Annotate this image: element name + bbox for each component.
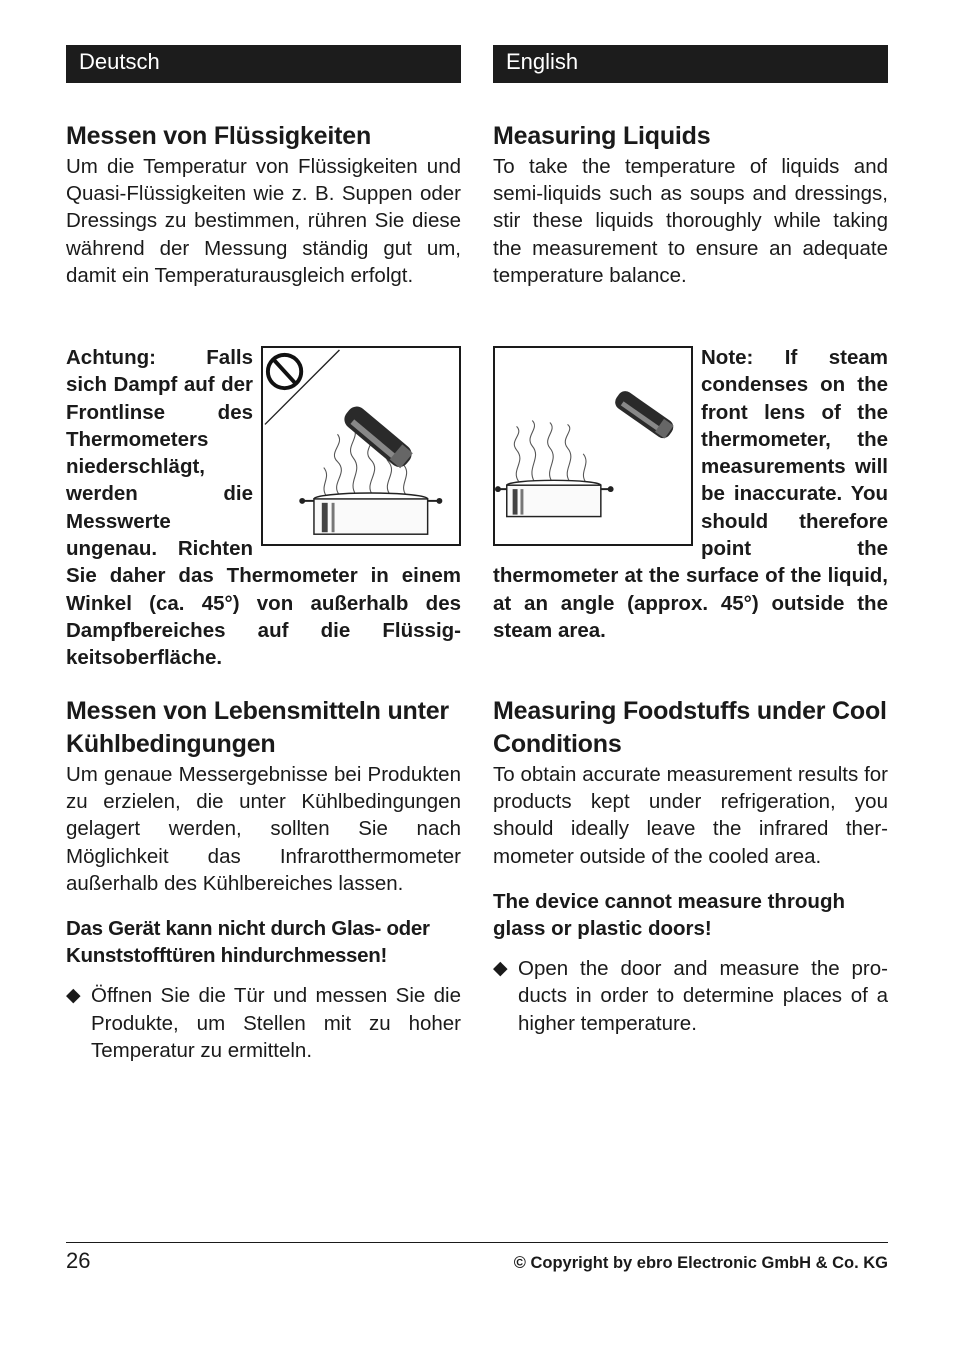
wrong-measurement-illustration [263,348,459,544]
thermometer-icon [340,403,415,471]
bullet-text-en: Open the door and measure the products in order to determine places of a higher temperature. [518,957,888,1035]
footer-divider [66,1242,888,1243]
section-cool-en [493,695,888,1037]
illustration-correct-angle [493,346,693,546]
page-number: 26 [66,1248,91,1273]
section-liquids-de [66,120,461,289]
warning-doors-de: Das Gerät kann nicht durch Glas- oder Kunststofftüren hindurchmessen! [66,917,430,968]
body-liquids-de: Um die Temperatur von Flüssigkeiten und Quasi-Flüssigkeiten wie z. B. Suppen oder Dressings zu bestimmen, rühren Sie diese während der Messung ständig gut um, damit ein Temperaturausgleich erfolgt. [66,155,461,287]
correct-measurement-illustration [495,348,691,544]
heading-liquids-de: Messen von Flüssigkeiten [66,122,372,150]
illustration-wrong-angle [261,346,461,546]
warning-doors-en: The device cannot measure through glass or plastic doors! [493,889,845,941]
diamond-bullet-icon: ◆ [66,985,81,1007]
language-header-english: English [493,45,888,83]
body-cool-en: To obtain accurate measurement results for products kept under refrigeration, you should ideally leave the infrared thermometer outside of the cooled area. [493,763,888,868]
column-english [493,45,888,1035]
bullet-item-de [66,982,461,1064]
bullet-item-en [493,955,888,1037]
heading-liquids-en: Measuring Liquids [493,122,711,150]
section-note-de [66,344,461,672]
pot-icon [495,480,614,516]
section-liquids-en [493,120,888,289]
bullet-text-de: Öffnen Sie die Tür und messen Sie die Produkte, um Stellen mit zu hoher Temperatur zu ermitteln. [91,984,461,1062]
copyright-notice: © Copyright by ebro Electronic GmbH & Co. KG [513,1254,888,1272]
heading-cool-en: Measuring Foodstuffs under Cool Conditions [493,697,887,758]
body-liquids-en: To take the temperature of liquids and semi-liquids such as soups and dressings, stir these liquids thoroughly while taking the measurement to ensure an adequate temperature balance. [493,155,888,287]
pot-icon [299,493,442,534]
thermometer-icon [612,388,676,441]
note-steam-de: Achtung: Falls sich Dampf auf der Frontlinse des Thermometers niederschlägt, werden die Messwerte ungenau. Richten Sie daher das Thermometer in einem Winkel (ca. 45°) von außerhalb des Dampfbereiches auf die Flüssigkeitsoberfläche. [66,346,461,670]
diamond-bullet-icon: ◆ [493,958,508,980]
language-header-deutsch: Deutsch [66,45,461,83]
steam-icon [514,421,586,482]
body-cool-de: Um genaue Messergebnisse bei Produkten zu erzielen, die unter Kühlbedingungen gelagert werden, sollten Sie nach Möglichkeit das Infrarotthermometer außerhalb des Kühlbereiches lassen. [66,763,461,895]
section-note-en [493,344,888,644]
note-steam-en: Note: If steam condenses on the front lens of the thermometer, the measurements will be inaccurate. You should therefore point the thermometer at the surface of the liquid, at an angle (approx. 45°) outside the steam area. [493,346,888,642]
column-deutsch [66,45,461,1062]
prohibited-icon [268,355,301,388]
section-cool-de [66,695,461,1064]
heading-cool-de: Messen von Lebensmitteln unter Kühlbedingungen [66,697,449,758]
